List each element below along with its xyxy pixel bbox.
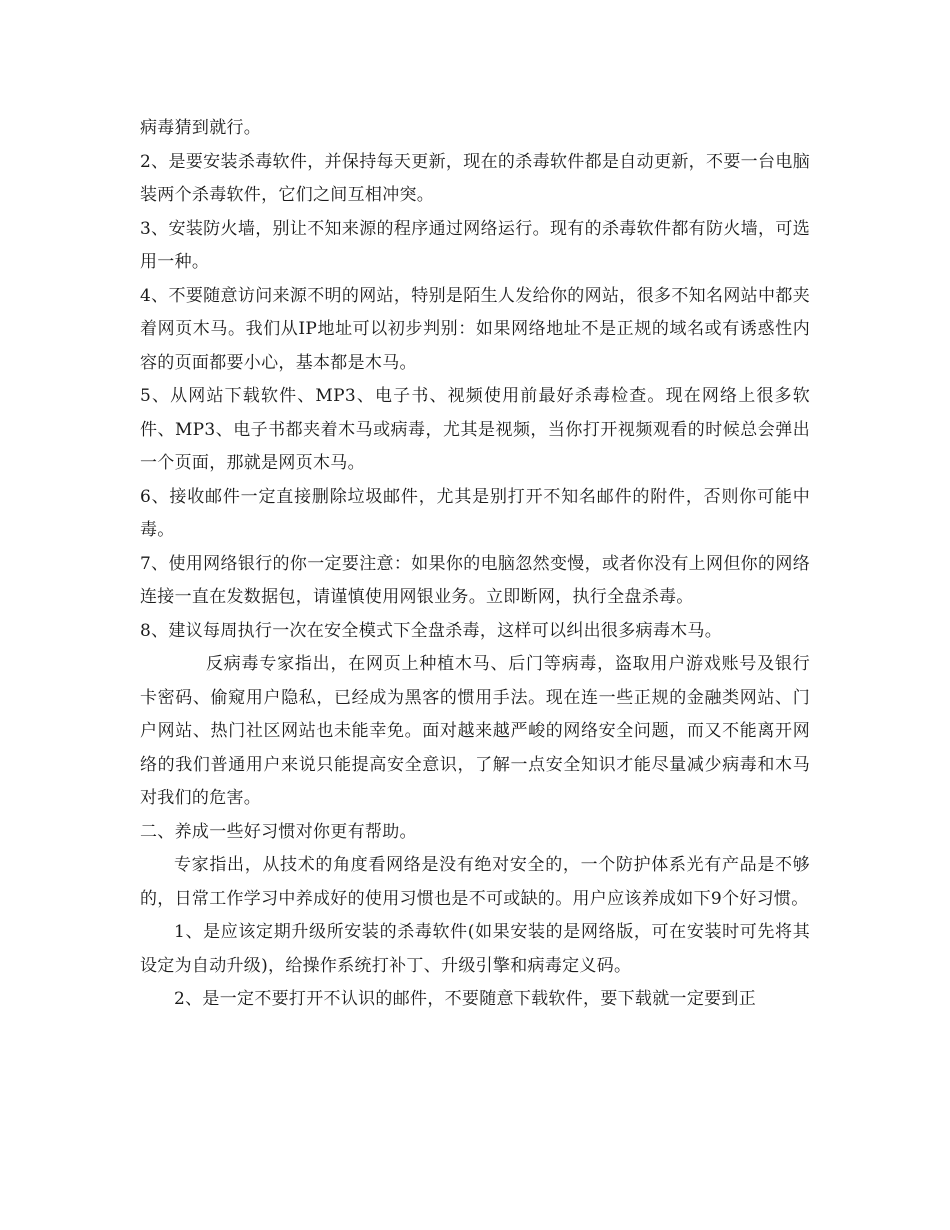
paragraph-expert-summary: 反病毒专家指出，在网页上种植木马、后门等病毒，盗取用户游戏账号及银行卡密码、偷窥用户隐私，已经成为黑客的惯用手法。现在连一些正规的金融类网站、门户网站、热门社区网站也未能幸免。面对越来越严峻的网络安全问题，而又不能离开网络的我们普通用户来说只能提高安全意识，了解一点安全知识才能尽量减少病毒和木马对我们的危害。 (140, 654, 810, 808)
paragraph-item-2: 2、是要安装杀毒软件，并保持每天更新，现在的杀毒软件都是自动更新，不要一台电脑装两个杀毒软件，它们之间互相冲突。 (140, 151, 810, 205)
section-heading-habits: 二、养成一些好习惯对你更有帮助。 (140, 821, 417, 842)
paragraph-item-8: 8、建议每周执行一次在安全模式下全盘杀毒，这样可以纠出很多病毒木马。 (140, 620, 723, 641)
paragraph-item-7: 7、使用网络银行的你一定要注意：如果你的电脑忽然变慢，或者你没有上网但你的网络连接一直在发数据包，请谨慎使用网银业务。立即断网，执行全盘杀毒。 (140, 553, 810, 607)
paragraph-item-4: 4、不要随意访问来源不明的网站，特别是陌生人发给你的网站，很多不知名网站中都夹着网页木马。我们从IP地址可以初步判别：如果网络地址不是正规的域名或有诱惑性内容的页面都要小心，基本都是木马。 (140, 285, 810, 373)
paragraph-habit-1: 1、是应该定期升级所安装的杀毒软件(如果安装的是网络版，可在安装时可先将其设定为自动升级)，给操作系统打补丁、升级引擎和病毒定义码。 (140, 922, 810, 976)
paragraph-continuation: 病毒猜到就行。 (140, 118, 262, 138)
paragraph-item-5: 5、从网站下载软件、MP3、电子书、视频使用前最好杀毒检查。现在网络上很多软件、MP3、电子书都夹着木马或病毒，尤其是视频，当你打开视频观看的时候总会弹出一个页面，那就是网页木马。 (140, 386, 811, 473)
document-body (140, 112, 810, 1017)
paragraph-item-3: 3、安装防火墙，别让不知来源的程序通过网络运行。现有的杀毒软件都有防火墙，可选用一种。 (140, 218, 810, 272)
paragraph-habits-intro: 专家指出，从技术的角度看网络是没有绝对安全的，一个防护体系光有产品是不够的，日常工作学习中养成好的使用习惯也是不可或缺的。用户应该养成如下9个好习惯。 (140, 855, 810, 909)
paragraph-item-6: 6、接收邮件一定直接删除垃圾邮件，尤其是别打开不知名邮件的附件，否则你可能中毒。 (140, 486, 810, 540)
paragraph-habit-2: 2、是一定不要打开不认识的邮件，不要随意下载软件，要下载就一定要到正 (174, 989, 757, 1009)
